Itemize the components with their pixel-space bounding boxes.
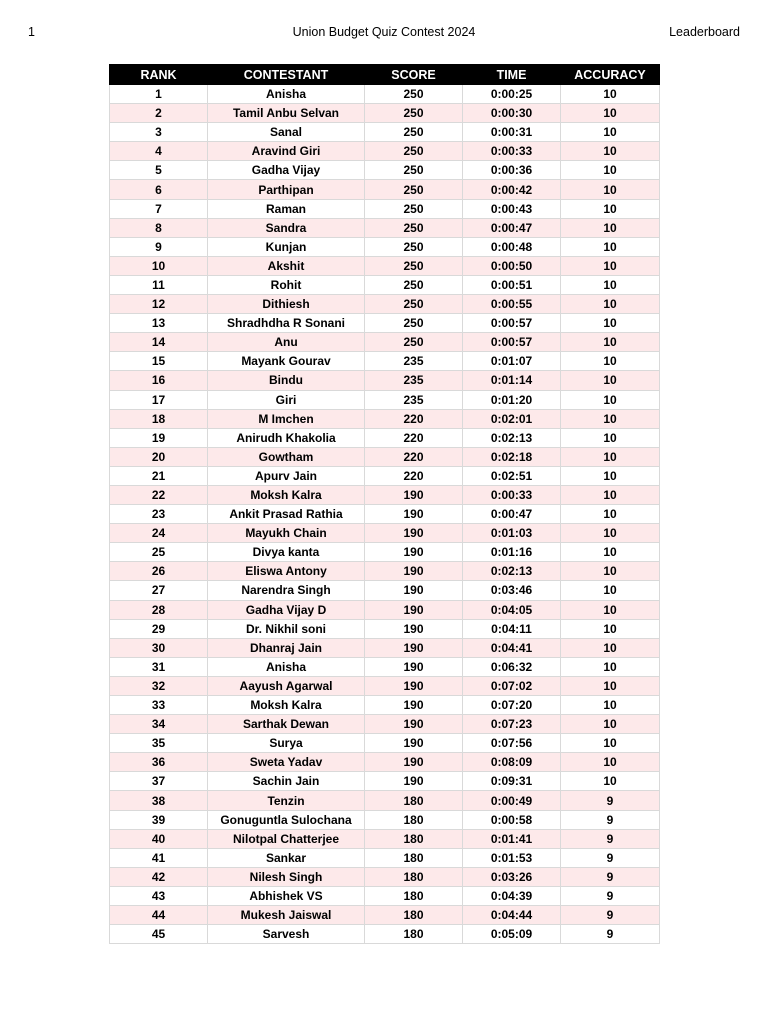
- rank-cell: 40: [110, 829, 208, 848]
- time-cell: 0:00:42: [463, 180, 561, 199]
- time-cell: 0:01:53: [463, 848, 561, 867]
- contestant-cell: Sarthak Dewan: [208, 715, 365, 734]
- rank-cell: 8: [110, 218, 208, 237]
- table-row: [110, 715, 660, 734]
- contestant-cell: Aravind Giri: [208, 142, 365, 161]
- time-cell: 0:08:09: [463, 753, 561, 772]
- contestant-cell: Gonuguntla Sulochana: [208, 810, 365, 829]
- time-cell: 0:00:57: [463, 314, 561, 333]
- table-row: [110, 314, 660, 333]
- rank-cell: 12: [110, 295, 208, 314]
- score-cell: 250: [365, 314, 463, 333]
- score-cell: 250: [365, 104, 463, 123]
- contestant-cell: Kunjan: [208, 237, 365, 256]
- time-cell: 0:04:41: [463, 638, 561, 657]
- page-number: 1: [28, 25, 35, 39]
- score-cell: 220: [365, 466, 463, 485]
- rank-cell: 20: [110, 447, 208, 466]
- rank-cell: 5: [110, 161, 208, 180]
- leaderboard-table: [109, 64, 660, 944]
- time-cell: 0:02:13: [463, 428, 561, 447]
- score-cell: 190: [365, 600, 463, 619]
- score-cell: 180: [365, 925, 463, 944]
- rank-cell: 22: [110, 485, 208, 504]
- accuracy-cell: 10: [561, 85, 660, 104]
- time-cell: 0:00:47: [463, 505, 561, 524]
- time-cell: 0:00:25: [463, 85, 561, 104]
- table-row: [110, 466, 660, 485]
- contestant-cell: Ankit Prasad Rathia: [208, 505, 365, 524]
- time-cell: 0:00:55: [463, 295, 561, 314]
- table-row: [110, 352, 660, 371]
- accuracy-cell: 10: [561, 256, 660, 275]
- table-row: [110, 753, 660, 772]
- accuracy-cell: 10: [561, 409, 660, 428]
- rank-cell: 2: [110, 104, 208, 123]
- page-title: Union Budget Quiz Contest 2024: [292, 25, 476, 39]
- rank-cell: 13: [110, 314, 208, 333]
- table-row: [110, 886, 660, 905]
- time-cell: 0:04:05: [463, 600, 561, 619]
- score-cell: 250: [365, 237, 463, 256]
- table-row: [110, 829, 660, 848]
- contestant-cell: Anirudh Khakolia: [208, 428, 365, 447]
- time-cell: 0:00:48: [463, 237, 561, 256]
- score-cell: 190: [365, 657, 463, 676]
- accuracy-cell: 10: [561, 295, 660, 314]
- accuracy-cell: 9: [561, 886, 660, 905]
- time-cell: 0:00:36: [463, 161, 561, 180]
- table-row: [110, 447, 660, 466]
- rank-cell: 33: [110, 696, 208, 715]
- table-row: [110, 638, 660, 657]
- table-row: [110, 581, 660, 600]
- time-cell: 0:01:14: [463, 371, 561, 390]
- accuracy-cell: 10: [561, 696, 660, 715]
- accuracy-cell: 10: [561, 543, 660, 562]
- time-cell: 0:00:49: [463, 791, 561, 810]
- table-row: [110, 543, 660, 562]
- table-row: [110, 619, 660, 638]
- contestant-cell: Giri: [208, 390, 365, 409]
- table-row: [110, 505, 660, 524]
- rank-cell: 9: [110, 237, 208, 256]
- contestant-cell: Mayank Gourav: [208, 352, 365, 371]
- score-cell: 190: [365, 543, 463, 562]
- accuracy-cell: 10: [561, 161, 660, 180]
- accuracy-cell: 10: [561, 333, 660, 352]
- contestant-cell: Divya kanta: [208, 543, 365, 562]
- contestant-cell: Moksh Kalra: [208, 696, 365, 715]
- rank-cell: 28: [110, 600, 208, 619]
- contestant-cell: Dhanraj Jain: [208, 638, 365, 657]
- contestant-cell: Narendra Singh: [208, 581, 365, 600]
- column-header-rank: RANK: [110, 65, 208, 85]
- rank-cell: 42: [110, 867, 208, 886]
- time-cell: 0:00:30: [463, 104, 561, 123]
- score-cell: 180: [365, 829, 463, 848]
- column-header-score: SCORE: [365, 65, 463, 85]
- score-cell: 190: [365, 562, 463, 581]
- rank-cell: 15: [110, 352, 208, 371]
- accuracy-cell: 9: [561, 848, 660, 867]
- table-row: [110, 657, 660, 676]
- contestant-cell: Sanal: [208, 123, 365, 142]
- leaderboard-label: Leaderboard: [669, 25, 740, 39]
- score-cell: 235: [365, 390, 463, 409]
- rank-cell: 45: [110, 925, 208, 944]
- contestant-cell: Tamil Anbu Selvan: [208, 104, 365, 123]
- time-cell: 0:00:51: [463, 275, 561, 294]
- score-cell: 190: [365, 696, 463, 715]
- table-row: [110, 295, 660, 314]
- accuracy-cell: 10: [561, 352, 660, 371]
- rank-cell: 41: [110, 848, 208, 867]
- time-cell: 0:00:47: [463, 218, 561, 237]
- score-cell: 190: [365, 505, 463, 524]
- time-cell: 0:02:01: [463, 409, 561, 428]
- accuracy-cell: 10: [561, 123, 660, 142]
- table-row: [110, 485, 660, 504]
- time-cell: 0:00:58: [463, 810, 561, 829]
- contestant-cell: Mukesh Jaiswal: [208, 906, 365, 925]
- accuracy-cell: 9: [561, 925, 660, 944]
- time-cell: 0:07:56: [463, 734, 561, 753]
- table-row: [110, 85, 660, 104]
- score-cell: 250: [365, 161, 463, 180]
- time-cell: 0:03:26: [463, 867, 561, 886]
- contestant-cell: Sweta Yadav: [208, 753, 365, 772]
- table-row: [110, 104, 660, 123]
- rank-cell: 37: [110, 772, 208, 791]
- accuracy-cell: 10: [561, 428, 660, 447]
- table-row: [110, 428, 660, 447]
- rank-cell: 4: [110, 142, 208, 161]
- table-row: [110, 142, 660, 161]
- rank-cell: 10: [110, 256, 208, 275]
- score-cell: 250: [365, 256, 463, 275]
- accuracy-cell: 10: [561, 734, 660, 753]
- time-cell: 0:00:33: [463, 485, 561, 504]
- rank-cell: 17: [110, 390, 208, 409]
- accuracy-cell: 10: [561, 199, 660, 218]
- accuracy-cell: 10: [561, 485, 660, 504]
- time-cell: 0:02:51: [463, 466, 561, 485]
- accuracy-cell: 10: [561, 104, 660, 123]
- contestant-cell: Rohit: [208, 275, 365, 294]
- rank-cell: 23: [110, 505, 208, 524]
- time-cell: 0:00:43: [463, 199, 561, 218]
- contestant-cell: Tenzin: [208, 791, 365, 810]
- contestant-cell: Dr. Nikhil soni: [208, 619, 365, 638]
- rank-cell: 35: [110, 734, 208, 753]
- contestant-cell: Sarvesh: [208, 925, 365, 944]
- score-cell: 180: [365, 867, 463, 886]
- score-cell: 190: [365, 734, 463, 753]
- accuracy-cell: 10: [561, 218, 660, 237]
- accuracy-cell: 10: [561, 619, 660, 638]
- contestant-cell: Abhishek VS: [208, 886, 365, 905]
- contestant-cell: Dithiesh: [208, 295, 365, 314]
- table-row: [110, 371, 660, 390]
- time-cell: 0:00:57: [463, 333, 561, 352]
- table-row: [110, 123, 660, 142]
- rank-cell: 27: [110, 581, 208, 600]
- accuracy-cell: 9: [561, 791, 660, 810]
- contestant-cell: Sachin Jain: [208, 772, 365, 791]
- table-row: [110, 676, 660, 695]
- table-row: [110, 925, 660, 944]
- accuracy-cell: 10: [561, 314, 660, 333]
- rank-cell: 18: [110, 409, 208, 428]
- rank-cell: 7: [110, 199, 208, 218]
- table-row: [110, 906, 660, 925]
- contestant-cell: Eliswa Antony: [208, 562, 365, 581]
- contestant-cell: Sankar: [208, 848, 365, 867]
- accuracy-cell: 10: [561, 237, 660, 256]
- rank-cell: 44: [110, 906, 208, 925]
- time-cell: 0:01:03: [463, 524, 561, 543]
- score-cell: 190: [365, 772, 463, 791]
- contestant-cell: Surya: [208, 734, 365, 753]
- contestant-cell: Akshit: [208, 256, 365, 275]
- score-cell: 250: [365, 218, 463, 237]
- table-row: [110, 199, 660, 218]
- score-cell: 190: [365, 753, 463, 772]
- time-cell: 0:04:39: [463, 886, 561, 905]
- accuracy-cell: 10: [561, 638, 660, 657]
- rank-cell: 21: [110, 466, 208, 485]
- score-cell: 180: [365, 906, 463, 925]
- rank-cell: 24: [110, 524, 208, 543]
- time-cell: 0:09:31: [463, 772, 561, 791]
- table-row: [110, 848, 660, 867]
- time-cell: 0:00:50: [463, 256, 561, 275]
- rank-cell: 1: [110, 85, 208, 104]
- score-cell: 190: [365, 619, 463, 638]
- contestant-cell: Moksh Kalra: [208, 485, 365, 504]
- score-cell: 190: [365, 638, 463, 657]
- accuracy-cell: 9: [561, 829, 660, 848]
- score-cell: 190: [365, 485, 463, 504]
- rank-cell: 32: [110, 676, 208, 695]
- score-cell: 250: [365, 333, 463, 352]
- contestant-cell: Anisha: [208, 85, 365, 104]
- accuracy-cell: 10: [561, 753, 660, 772]
- score-cell: 180: [365, 810, 463, 829]
- table-row: [110, 810, 660, 829]
- score-cell: 235: [365, 352, 463, 371]
- table-row: [110, 696, 660, 715]
- table-row: [110, 275, 660, 294]
- time-cell: 0:01:16: [463, 543, 561, 562]
- table-row: [110, 524, 660, 543]
- score-cell: 235: [365, 371, 463, 390]
- time-cell: 0:03:46: [463, 581, 561, 600]
- score-cell: 250: [365, 275, 463, 294]
- table-row: [110, 180, 660, 199]
- rank-cell: 19: [110, 428, 208, 447]
- score-cell: 250: [365, 123, 463, 142]
- time-cell: 0:04:44: [463, 906, 561, 925]
- accuracy-cell: 10: [561, 715, 660, 734]
- accuracy-cell: 10: [561, 676, 660, 695]
- table-row: [110, 600, 660, 619]
- accuracy-cell: 10: [561, 142, 660, 161]
- contestant-cell: Gowtham: [208, 447, 365, 466]
- contestant-cell: Nilotpal Chatterjee: [208, 829, 365, 848]
- table-row: [110, 734, 660, 753]
- accuracy-cell: 10: [561, 447, 660, 466]
- score-cell: 190: [365, 581, 463, 600]
- contestant-cell: Mayukh Chain: [208, 524, 365, 543]
- rank-cell: 14: [110, 333, 208, 352]
- table-row: [110, 237, 660, 256]
- table-header-row: [110, 65, 660, 85]
- time-cell: 0:04:11: [463, 619, 561, 638]
- score-cell: 250: [365, 180, 463, 199]
- contestant-cell: Bindu: [208, 371, 365, 390]
- accuracy-cell: 9: [561, 867, 660, 886]
- score-cell: 250: [365, 142, 463, 161]
- rank-cell: 6: [110, 180, 208, 199]
- accuracy-cell: 10: [561, 772, 660, 791]
- score-cell: 190: [365, 676, 463, 695]
- accuracy-cell: 9: [561, 906, 660, 925]
- score-cell: 180: [365, 848, 463, 867]
- score-cell: 250: [365, 85, 463, 104]
- time-cell: 0:07:02: [463, 676, 561, 695]
- score-cell: 220: [365, 428, 463, 447]
- accuracy-cell: 10: [561, 390, 660, 409]
- accuracy-cell: 10: [561, 180, 660, 199]
- column-header-time: TIME: [463, 65, 561, 85]
- time-cell: 0:01:41: [463, 829, 561, 848]
- column-header-contestant: CONTESTANT: [208, 65, 365, 85]
- contestant-cell: Apurv Jain: [208, 466, 365, 485]
- accuracy-cell: 10: [561, 581, 660, 600]
- accuracy-cell: 10: [561, 275, 660, 294]
- score-cell: 250: [365, 295, 463, 314]
- score-cell: 180: [365, 791, 463, 810]
- rank-cell: 43: [110, 886, 208, 905]
- contestant-cell: M Imchen: [208, 409, 365, 428]
- time-cell: 0:07:20: [463, 696, 561, 715]
- contestant-cell: Gadha Vijay D: [208, 600, 365, 619]
- table-row: [110, 256, 660, 275]
- rank-cell: 38: [110, 791, 208, 810]
- rank-cell: 39: [110, 810, 208, 829]
- time-cell: 0:02:18: [463, 447, 561, 466]
- time-cell: 0:02:13: [463, 562, 561, 581]
- score-cell: 220: [365, 409, 463, 428]
- contestant-cell: Aayush Agarwal: [208, 676, 365, 695]
- score-cell: 180: [365, 886, 463, 905]
- contestant-cell: Raman: [208, 199, 365, 218]
- accuracy-cell: 10: [561, 505, 660, 524]
- rank-cell: 16: [110, 371, 208, 390]
- table-row: [110, 791, 660, 810]
- time-cell: 0:05:09: [463, 925, 561, 944]
- time-cell: 0:00:31: [463, 123, 561, 142]
- time-cell: 0:07:23: [463, 715, 561, 734]
- rank-cell: 25: [110, 543, 208, 562]
- table-row: [110, 867, 660, 886]
- contestant-cell: Anu: [208, 333, 365, 352]
- accuracy-cell: 10: [561, 371, 660, 390]
- score-cell: 190: [365, 715, 463, 734]
- score-cell: 250: [365, 199, 463, 218]
- table-row: [110, 772, 660, 791]
- contestant-cell: Gadha Vijay: [208, 161, 365, 180]
- table-row: [110, 218, 660, 237]
- contestant-cell: Parthipan: [208, 180, 365, 199]
- rank-cell: 11: [110, 275, 208, 294]
- column-header-accuracy: ACCURACY: [561, 65, 660, 85]
- time-cell: 0:01:07: [463, 352, 561, 371]
- rank-cell: 34: [110, 715, 208, 734]
- score-cell: 190: [365, 524, 463, 543]
- rank-cell: 26: [110, 562, 208, 581]
- accuracy-cell: 10: [561, 600, 660, 619]
- rank-cell: 31: [110, 657, 208, 676]
- contestant-cell: Anisha: [208, 657, 365, 676]
- rank-cell: 29: [110, 619, 208, 638]
- table-row: [110, 562, 660, 581]
- time-cell: 0:06:32: [463, 657, 561, 676]
- rank-cell: 36: [110, 753, 208, 772]
- rank-cell: 3: [110, 123, 208, 142]
- table-row: [110, 390, 660, 409]
- rank-cell: 30: [110, 638, 208, 657]
- accuracy-cell: 10: [561, 562, 660, 581]
- contestant-cell: Sandra: [208, 218, 365, 237]
- table-row: [110, 409, 660, 428]
- contestant-cell: Nilesh Singh: [208, 867, 365, 886]
- accuracy-cell: 10: [561, 524, 660, 543]
- table-row: [110, 333, 660, 352]
- score-cell: 220: [365, 447, 463, 466]
- time-cell: 0:01:20: [463, 390, 561, 409]
- table-body: [110, 85, 660, 944]
- contestant-cell: Shradhdha R Sonani: [208, 314, 365, 333]
- accuracy-cell: 10: [561, 657, 660, 676]
- accuracy-cell: 10: [561, 466, 660, 485]
- table-row: [110, 161, 660, 180]
- time-cell: 0:00:33: [463, 142, 561, 161]
- accuracy-cell: 9: [561, 810, 660, 829]
